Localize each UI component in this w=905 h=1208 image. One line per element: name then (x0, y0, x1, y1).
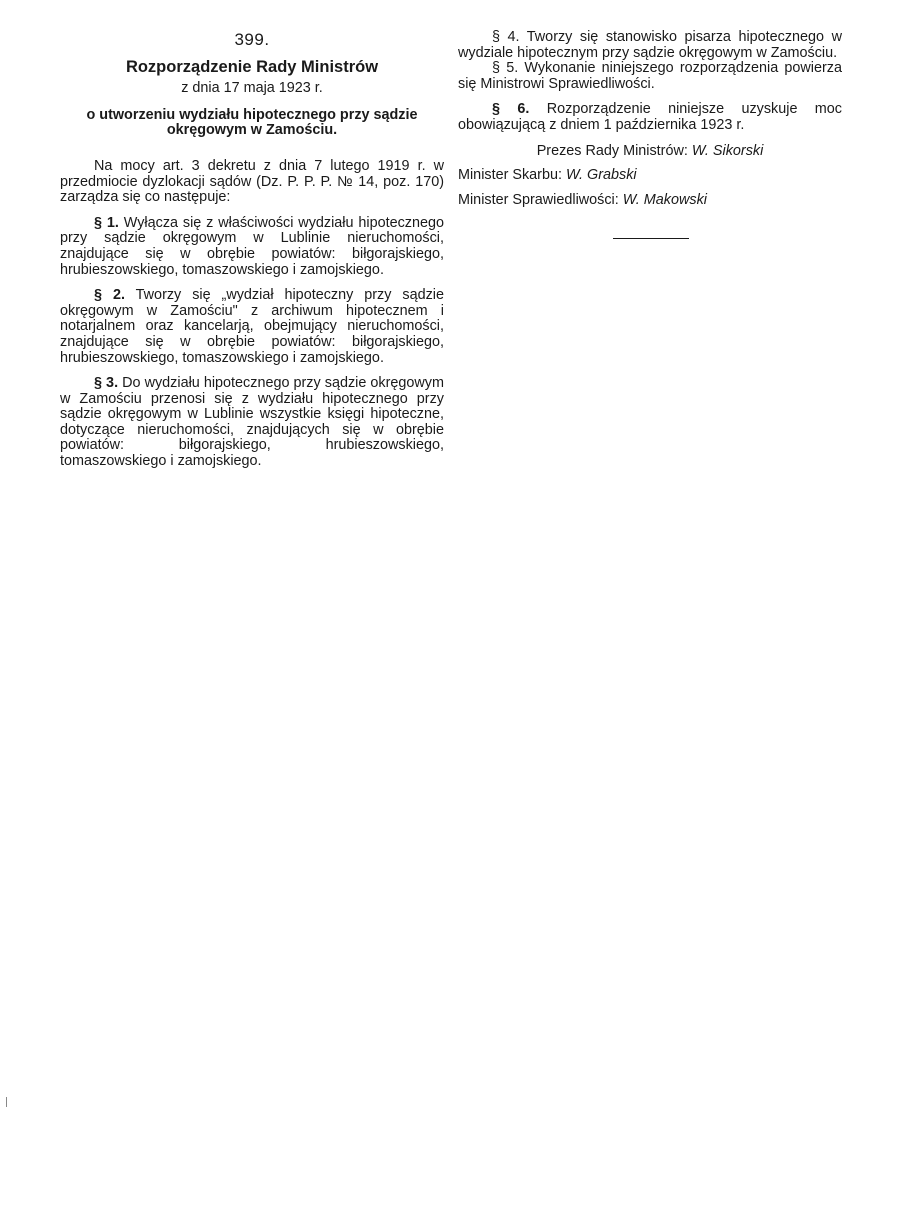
section-5-text: Wykonanie niniejszego rozporządzenia powierza się Ministrowi Sprawiedliwości. (458, 60, 842, 92)
section-5-mark: § 5. (492, 60, 519, 77)
section-1-text: Wyłącza się z właściwości wydziału hipotecznego przy sądzie okręgowym w Lublinie nieruchomości, znajdujące się w obrębie powiatów: biłgorajskiego, hrubieszowskiego, tomaszowskiego i zamojskiego. (60, 214, 444, 278)
section-3 (60, 376, 444, 470)
intro-paragraph: Na mocy art. 3 dekretu z dnia 7 lutego 1919 r. w przedmiocie dyzlokacji sądów (Dz. P. P. P. № 14, poz. 170) zarządza się co następuje: (60, 157, 444, 206)
section-2 (60, 288, 444, 366)
section-2-mark: § 2. (94, 287, 125, 304)
section-3-mark: § 3. (94, 375, 119, 392)
section-4-text: Tworzy się stanowisko pisarza hipotecznego w wydziale hipotecznym przy sądzie okręgowym w Zamościu. (458, 29, 842, 61)
signature-role: Prezes Rady Ministrów: (536, 142, 688, 159)
section-3-text: Do wydziału hipotecznego przy sądzie okręgowym w Zamościu przenosi się z wydziału hipotecznego przy sądzie okręgowym w Lublinie wszystkie księgi hipoteczne, dotyczące nieruchomości, znajdujących się w obrębie powiatów: biłgorajskiego, hrubieszowskiego, tomaszowskiego i zamojskiego. (60, 375, 444, 470)
signature-justice-minister (458, 193, 842, 209)
section-6-mark: § 6. (492, 101, 530, 118)
scan-edge-mark (6, 1097, 7, 1107)
page-number: 399. (234, 30, 270, 49)
section-6-text: Rozporządzenie niniejsze uzyskuje moc obowiązującą z dniem 1 października 1923 r. (458, 101, 842, 133)
signature-treasury-minister (458, 168, 842, 184)
right-column (458, 30, 842, 239)
document-date: z dnia 17 maja 1923 r. (181, 80, 323, 97)
left-column (60, 30, 444, 480)
section-4 (458, 30, 842, 61)
signature-prime-minister (458, 144, 842, 160)
document-subject: o utworzeniu wydziału hipotecznego przy sądzie okręgowym w Zamościu. (86, 106, 418, 139)
section-5 (458, 61, 842, 92)
section-6 (458, 102, 842, 133)
section-2-text: Tworzy się „wydział hipoteczny przy sądzie okręgowym w Zamościu" z archiwum hipotecznem i notarjalnem oraz kancelarją, obejmujący nieruchomości, znajdujące się w obrębie powiatów: biłgorajskiego, hrubieszowskiego, tomaszowskiego i zamojskiego. (60, 287, 444, 366)
section-4-mark: § 4. (492, 29, 520, 45)
signature-role: Minister Sprawiedliwości: (458, 191, 619, 208)
signature-name: W. Sikorski (691, 142, 764, 159)
section-1 (60, 216, 444, 278)
signature-name: W. Makowski (622, 191, 707, 208)
document-title: Rozporządzenie Rady Ministrów (125, 57, 379, 76)
signature-role: Minister Skarbu: (458, 167, 562, 184)
section-1-mark: § 1. (94, 214, 119, 231)
closing-divider (613, 238, 689, 239)
signature-name: W. Grabski (565, 167, 637, 184)
